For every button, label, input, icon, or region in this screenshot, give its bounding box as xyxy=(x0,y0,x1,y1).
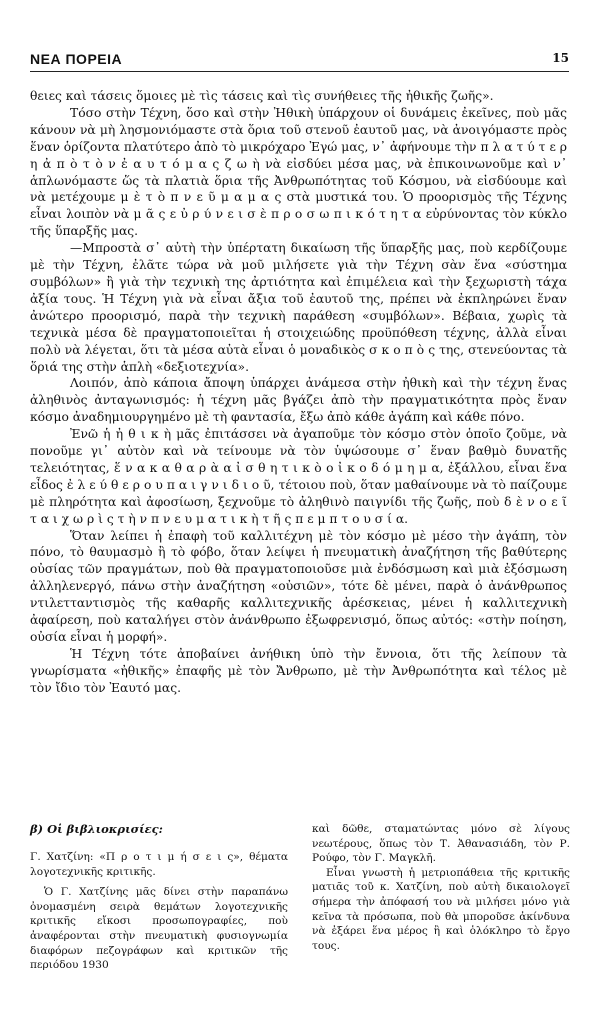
reviews-right-column xyxy=(312,822,570,953)
paragraph: Ἡ Τέχνη τότε ἀποβαίνει ἀνήθικη ὑπὸ τὴν ἔννοια, ὅτι τῆς λείπουν τὰ γνωρίσματα «ἠθικῆς» ἐπαφῆς μὲ τὸν Ἄνθρωπο, μὲ τὴν Ἀνθρωπότητα καὶ τέλος μὲ τὸν ἴδιο τὸν Ἐαυτό μας. xyxy=(30,646,567,695)
paragraph: Λοιπόν, ἀπὸ κάποια ἄποψη ὑπάρχει ἀνάμεσα στὴν ἠθικὴ καὶ τὴν τέχνη ἕνας ἀληθινὸς ἀνταγωνισμός: ἡ τέχνη μᾶς βγάζει ἀπὸ τὴν πραγματικότητα πρὸς ἕναν κόσμο ἀναδημιουργημένο μὲ τὴ φαντασία, ἔξω ἀπὸ κάθε ἀγάπη καὶ κάθε πόνο. xyxy=(30,376,567,425)
reviews-section xyxy=(30,822,570,1012)
review-paragraph: καὶ δῶθε, σταματώντας μόνο σὲ λίγους νεωτέρους, ὅπως τὸν Τ. Ἀθανασιάδη, τὸν Ρ. Ρούφο, τὸν Γ. Μαγκλῆ. xyxy=(312,823,570,865)
review-title: Γ. Χατζίνη: «Π ρ ο τ ι μ ή σ ε ι ς», θέματα λογοτεχνικῆς κριτικῆς. xyxy=(30,851,288,878)
paragraph: Ἐνῶ ἡ ἠ θ ι κ ὴ μᾶς ἐπιτάσσει νὰ ἀγαποῦμε τὸν κόσμο στὸν ὁποῖο ζοῦμε, νὰ πονοῦμε γι᾽ αὐτὸν καὶ νὰ τείνουμε νὰ τὸν ὑψώσουμε σ᾽ ἕναν βαθμὸ δυνατῆς τελειότητας, ἕ ν α κ α θ α ρ ὰ α ἰ σ θ η τ ι κ ὸ ο ἰ κ ο δ ό μ η μ α, ἐξάλλου, εἶναι ἕνα εἶδος ἐ λ ε ύ θ ε ρ ο υ π α ι γ ν ι δ ι ο ῦ, τέτοιου ποὺ, ὅταν μαθαίνουμε νὰ τὸ παίζουμε μὲ πληρότητα καὶ ἀφοσίωση, ξεχνοῦμε τὸ ἀληθινὸ παιγνίδι τῆς ζωῆς, ποὺ δ ὲ ν ο ε ῖ τ α ι χ ω ρ ὶ ς τ ὴ ν π ν ε υ μ α τ ι κ ὴ τ ῆ ς π ε μ π τ ο υ σ ί α. xyxy=(30,427,567,526)
page-number: 15 xyxy=(552,51,569,65)
paragraph: Τόσο στὴν Τέχνη, ὅσο καὶ στὴν Ἠθικὴ ὑπάρχουν οἱ δυνάμεις ἐκεῖνες, ποὺ μᾶς κάνουν νὰ μὴ λησμονιόμαστε στὰ ὅρια τοῦ στενοῦ ἐαυτοῦ μας, νὰ ἀνοιγόμαστε πρὸς ἕναν ὁρίζοντα πλατύτερο ἀπὸ τὸ μικρόχαρο Ἐγώ μας, ν᾽ ἀφήνουμε τὴν π λ α τ ύ τ ε ρ η ἀ π ὸ τ ὸ ν ἐ α υ τ ό μ α ς ζ ω ὴ νὰ εἰσδύει μέσα μας, νὰ ἐπικοινωνοῦμε καὶ ν᾽ ἁπλωνόμαστε ὥς τὰ πλατιὰ ὅρια τῆς Ἀνθρωπότητας τοῦ Κόσμου, νὰ εἰσδύουμε καὶ νὰ μετέχουμε μ ὲ τ ὸ π ν ε ῦ μ α μ α ς στὰ μυστικά του. Ὁ προορισμὸς τῆς Τέχνης εἶναι λοιπὸν νὰ μ ᾶ ς ε ὐ ρ ύ ν ε ι σ ὲ π ρ ο σ ω π ι κ ό τ η τ α εὐρύνοντας τὸν κύκλο τῆς ὕπαρξῆς μας. xyxy=(30,105,567,239)
running-header xyxy=(30,51,569,72)
paragraph: Ὅταν λείπει ἡ ἐπαφὴ τοῦ καλλιτέχνη μὲ τὸν κόσμο μὲ μέσο τὴν ἀγάπη, τὸν πόνο, τὸ θαυμασμὸ ἢ τὸ φόβο, ὅταν λείψει ἡ πνευματικὴ ἀναζήτηση τῆς βαθύτερης οὐσίας τῶν πραγμάτων, ποὺ θὰ πραγματοποιοῦσε μιὰ ἐνδόσμωση καὶ μιὰ ἐξόσμωση ἀλληλενεργό, πάνω στὴν ἀναζήτηση «οὐσιῶν», τότε δὲ μένει, παρὰ ὁ ἀνάνθρωπος ντιλετταντισμὸς τῆς καθαρῆς καλλιτεχνικῆς ἀρέσκειας, μένει ἡ καλλιτεχνικὴ ἀφαίρεση, ποὺ καταλήγει στὸν ἀνάνθρωπο ἐξωφρενισμό, ὅπως αὐτός: «στὴν ποίηση, οὐσία εἶναι ἡ μορφή». xyxy=(30,528,567,644)
section-heading: β) Οἱ βιβλιοκρισίες: xyxy=(30,822,163,836)
review-paragraph: Εἶναι γνωστὴ ἡ μετριοπάθεια τῆς κριτικῆς ματιᾶς τοῦ κ. Χατζίνη, ποὺ αὐτὴ δικαιολογεῖ σήμερα τὴν ἀπόφασή του νὰ μιλήσει μόνο γιὰ κεῖνα τὰ πρόσωπα, ποὺ θὰ μποροῦσε ἀκίνδυνα νὰ ἐξάρει ἕνα μέρος ἢ καὶ ὁλόκληρο τὸ ἔργο τους. xyxy=(312,866,570,952)
review-paragraph: Ὁ Γ. Χατζίνης μᾶς δίνει στὴν παραπάνω ὀνομασμένη σειρὰ θεμάτων λογοτεχνικῆς κριτικῆς εἴκοσι προσωπογραφίες, ποὺ ἀναφέρονται στὴν πνευματικὴ φυσιογνωμία διαφόρων πεζογράφων καὶ κριτικῶν τῆς περιόδου 1930 xyxy=(30,886,288,972)
paragraph: θειες καὶ τάσεις ὅμοιες μὲ τὶς τάσεις καὶ τὶς συνήθειες τῆς ἠθικῆς ζωῆς». xyxy=(30,89,494,103)
main-text xyxy=(30,88,567,697)
reviews-left-column xyxy=(30,822,288,973)
paragraph: —Μπροστὰ σ᾽ αὐτὴ τὴν ὑπέρτατη δικαίωση τῆς ὕπαρξῆς μας, ποὺ κερδίζουμε μὲ τὴν Τέχνη, ἐλᾶτε τώρα νὰ μοῦ μιλήσετε γιὰ τὴν Τέχνη σὰν ἕνα «σύστημα συμβόλων» ἢ γιὰ τὴν τεχνικὴ της ἀρτιότητα καὶ ἐπιμέλεια καὶ τὴν ξεχωριστὴ τάχα ἀξία τους. Ἡ Τέχνη γιὰ νὰ εἶναι ἄξια τοῦ ἐαυτοῦ της, πρέπει νὰ ἐκπληρώνει ἕναν ἀνώτερο προορισμό, παρὰ τὴν τεχνικὴ παράθεση «συμβόλων». Βέβαια, χωρὶς τὰ τεχνικὰ μέσα δὲ πραγματοποιεῖται ἡ στοιχειώδης προϋπόθεση τέχνης, ἀλλὰ εἶναι πολὺ νὰ λέγεται, ὅτι τὰ μέσα αὐτὰ εἶναι ὁ μοναδικὸς σ κ ο π ὸ ς της, στενεύοντας τὰ ὅριά της στὴν ἁπλὴ «δεξιοτεχνία». xyxy=(30,241,567,374)
journal-title: ΝΕΑ ΠΟΡΕΙΑ xyxy=(30,51,123,67)
